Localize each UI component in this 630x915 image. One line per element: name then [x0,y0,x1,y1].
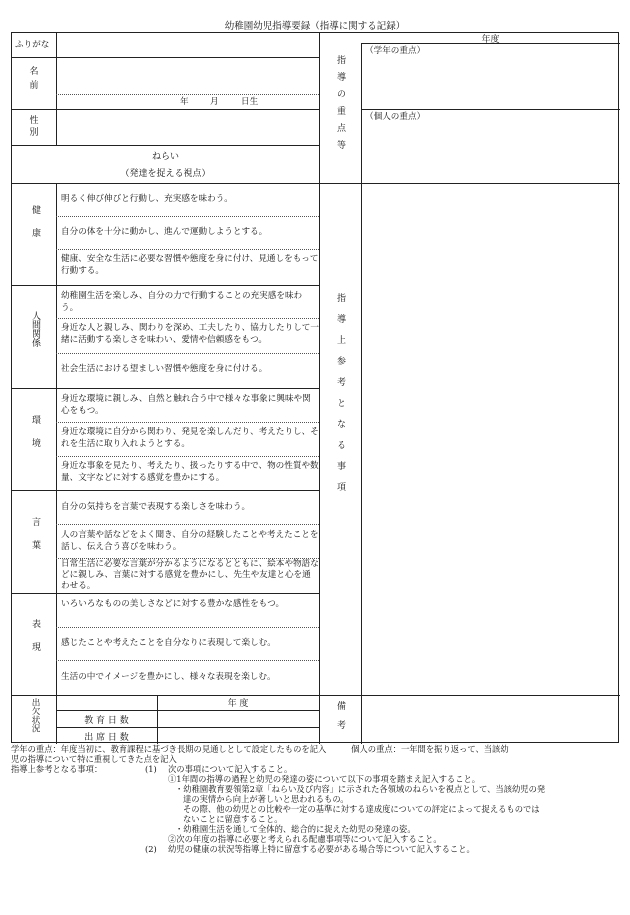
area-label-kotoba: 言葉 [30,517,40,563]
aim-hyogen-2: 感じたことや考えたことを自分なりに表現して楽しむ。 [61,638,276,648]
shido-juten-label: 指導の重点等 [335,55,345,157]
note-line: (2) [145,844,157,854]
divider [12,490,319,491]
divider [56,183,57,695]
area-label-hyogen: 表現 [30,619,40,665]
note-line: 学年の重点：年度当初に、教育課程に基づき長期の見通しとして設定したものを記入 個人の重点：一年間を振り返って、当該幼 [11,744,509,754]
name-label [12,65,56,93]
divider [12,109,319,110]
note-line: ・幼稚園教育要領第2章「ねらい及び内容」に示された各領域のねらいを視点として、当該幼児の発 [175,784,546,794]
attendance-label: 出欠状況 [30,698,40,733]
note-line: 児の指導について特に重視してきた点を記入 [11,754,177,764]
aim-kankyo-2: 身近な環境に自分から関わり、発見を楽しんだり、考えたりし、それを生活に取り入れようとする。 [61,427,319,450]
aim-ningen-2: 身近な人と親しみ、関わりを深め、工夫したり、協力したりして一緒に活動する楽しさを味わい、愛情や信頼感をもつ。 [61,323,319,346]
kyoiku-nissu-label: 教 育 日 数 [84,716,129,726]
note-line: ・幼稚園生活を通して全体的、総合的に捉えた幼児の発達の姿。 [175,824,416,834]
divider [56,627,319,628]
name-label-text: 名前 [29,67,39,91]
divider [12,145,319,146]
birth-month-label: 月 [210,97,219,107]
note-line: 次の事項について記入すること。 [168,764,293,774]
sex-label [12,115,56,139]
divider [361,43,362,744]
gakunen-juten-label: （学年の重点） [365,46,426,56]
biko-label: 備考 [335,701,345,739]
divider [56,94,319,95]
note-line: ②次の年度の指導に必要と考えられる配慮事項等について記入すること。 [168,834,442,844]
divider [56,422,319,423]
birth-year-label: 年 [180,97,189,107]
area-label-ningen: 人間関係 [30,311,40,347]
aim-kotoba-2: 人の言葉や話などをよく聞き、自分の経験したことや考えたことを話し、伝え合う喜びを味わう。 [61,530,319,553]
divider [12,183,620,184]
aim-kankyo-1: 身近な環境に親しみ、自然と触れ合う中で様々な事象に興味や関心をもつ。 [61,394,311,417]
aim-hyogen-3: 生活の中でイメージを豊かにし、様々な表現を楽しむ。 [61,672,276,682]
divider [56,710,319,711]
aim-kankyo-3: 身近な事象を見たり、考えたり、扱ったりする中で、物の性質や数量、文字などに対する感覚を豊かにする。 [61,461,319,484]
area-label-kankyo: 環境 [30,415,40,461]
divider [56,456,319,457]
nerai-label: ねらい [151,152,179,162]
note-line: ①1年間の指導の過程と幼児の発達の姿について以下の事項を踏まえ記入すること。 [168,774,481,784]
shido-sanko-label: 指導上参考となる事項 [335,293,345,503]
aim-hyogen-1: いろいろなものの美しさなどに対する豊かな感性をもつ。 [61,599,285,609]
divider [12,388,319,389]
divider [12,285,319,286]
shusseki-nissu-label: 出 席 日 数 [84,733,129,743]
divider [56,216,319,217]
divider [56,727,319,728]
nerai-sub-label: （発達を捉える視点） [120,169,211,179]
aim-kenko-1: 明るく伸び伸びと行動し、充実感を味わう。 [61,194,233,204]
aim-ningen-3: 社会生活における望ましい習慣や態度を身に付ける。 [61,364,268,374]
page-title: 幼稚園幼児指導要録（指導に関する記録） [224,21,406,32]
divider [12,57,319,58]
aim-kenko-3: 健康、安全な生活に必要な習慣や態度を身に付け、見通しをもって行動する。 [61,254,319,277]
furigana-label: ふりがな [15,40,50,50]
divider [319,33,320,744]
attendance-nendo-label: 年 度 [227,699,249,709]
divider [56,524,319,525]
divider [56,318,319,319]
divider [361,109,620,110]
kojin-juten-label: （個人の重点） [365,112,426,122]
aim-kotoba-3: 日常生活に必要な言葉が分かるようになるとともに、絵本や物語などに親しみ、言葉に対する感覚を豊かにし、先生や友達と心を通わせる。 [61,559,319,592]
aim-kotoba-1: 自分の気持ちを言葉で表現する楽しさを味わう。 [61,502,251,512]
nendo-label: 年度 [481,35,500,45]
divider [56,353,319,354]
sex-label-text: 性別 [29,116,39,138]
divider [56,33,57,145]
note-line: 幼児の健康の状況等指導上特に留意する必要がある場合等について記入すること。 [168,844,475,854]
note-line: (1) [145,764,157,774]
aim-ningen-1: 幼稚園生活を楽しみ、自分の力で行動することの充実感を味わう。 [61,291,303,314]
divider [12,593,319,594]
note-line: 指導上参考となる事項： [11,764,103,774]
area-label-kenko: 健康 [30,205,40,251]
aim-kenko-2: 自分の体を十分に動かし、進んで運動しようとする。 [61,227,268,237]
birth-day-label: 日生 [241,97,259,107]
divider [56,249,319,250]
note-line: ないことに留意すること。 [183,814,283,824]
note-line: その際、他の幼児との比較や一定の基準に対する達成度についての評定によって捉えるものでは [183,804,540,814]
divider [56,660,319,661]
record-sheet [11,32,619,743]
note-line: 達の実情から向上が著しいと思われるもの。 [183,794,349,804]
